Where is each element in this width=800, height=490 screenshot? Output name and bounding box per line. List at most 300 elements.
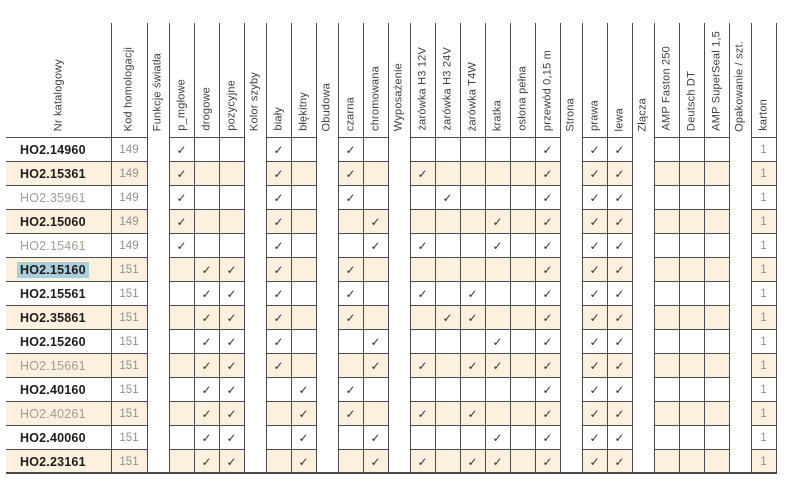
check-cell-zarowka_t4w — [460, 258, 485, 282]
checkmark-icon: ✓ — [370, 430, 381, 445]
check-cell-kratka — [485, 162, 510, 186]
check-cell-zarowka_h3_12v — [410, 210, 435, 234]
karton-qty-cell: 1 — [751, 354, 776, 378]
check-cell-chromowana — [363, 186, 388, 210]
checkmark-icon: ✓ — [273, 142, 284, 157]
group-spacer-cell — [244, 234, 266, 258]
checkmark-icon: ✓ — [226, 406, 237, 421]
checkmark-icon: ✓ — [201, 358, 212, 373]
table-row — [6, 234, 776, 258]
check-cell-deutsch_dt — [679, 426, 704, 450]
homologation-code-cell: 151 — [111, 426, 147, 450]
check-cell-drogowe — [194, 354, 219, 378]
check-cell-lewa — [607, 282, 632, 306]
table-row — [6, 210, 776, 234]
group-spacer-cell — [316, 354, 338, 378]
check-cell-kratka — [485, 426, 510, 450]
check-cell-chromowana — [363, 162, 388, 186]
checkmark-icon: ✓ — [614, 262, 625, 277]
check-cell-lewa — [607, 138, 632, 162]
checkmark-icon: ✓ — [442, 310, 453, 325]
row-label-cell — [6, 402, 111, 426]
check-cell-drogowe — [194, 186, 219, 210]
column-header-amp_superseal — [704, 4, 729, 138]
check-cell-zarowka_t4w — [460, 330, 485, 354]
group-spacer-cell — [316, 162, 338, 186]
check-cell-bialy — [266, 282, 291, 306]
check-cell-prawa — [582, 450, 607, 474]
checkmark-icon: ✓ — [298, 454, 309, 469]
group-spacer-cell — [147, 378, 169, 402]
column-header-chromowana — [363, 4, 388, 138]
check-cell-p_mglowe — [169, 378, 194, 402]
group-spacer-cell — [632, 186, 654, 210]
check-cell-przewod — [535, 378, 560, 402]
check-cell-chromowana — [363, 282, 388, 306]
checkmark-icon: ✓ — [273, 358, 284, 373]
check-cell-p_mglowe — [169, 450, 194, 474]
column-header-grp_wyposazenie — [388, 4, 410, 138]
check-cell-p_mglowe — [169, 306, 194, 330]
check-cell-zarowka_h3_24v — [435, 258, 460, 282]
homologation-code-cell: 151 — [111, 282, 147, 306]
check-cell-zarowka_h3_12v — [410, 330, 435, 354]
checkmark-icon: ✓ — [176, 214, 187, 229]
karton-qty-cell: 1 — [751, 378, 776, 402]
check-cell-drogowe — [194, 282, 219, 306]
column-header-label: Strona — [564, 97, 577, 132]
check-cell-pozycyjne — [219, 234, 244, 258]
check-cell-amp_superseal — [704, 426, 729, 450]
row-label-cell — [6, 258, 111, 282]
check-cell-zarowka_h3_12v — [410, 306, 435, 330]
group-spacer-cell — [316, 426, 338, 450]
checkmark-icon: ✓ — [345, 142, 356, 157]
table-row — [6, 306, 776, 330]
group-spacer-cell — [729, 426, 751, 450]
check-cell-zarowka_t4w — [460, 210, 485, 234]
check-cell-zarowka_h3_24v — [435, 282, 460, 306]
table-row — [6, 186, 776, 210]
check-cell-oslona_pelna — [510, 426, 535, 450]
column-header-label: Kod homologacji — [122, 46, 135, 131]
checkmark-icon: ✓ — [589, 310, 600, 325]
homologation-code-cell: 149 — [111, 210, 147, 234]
checkmark-icon: ✓ — [298, 430, 309, 445]
check-cell-amp_faston_250 — [654, 186, 679, 210]
check-cell-prawa — [582, 426, 607, 450]
checkmark-icon: ✓ — [370, 238, 381, 253]
check-cell-zarowka_h3_12v — [410, 186, 435, 210]
check-cell-lewa — [607, 210, 632, 234]
checkmark-icon: ✓ — [542, 238, 553, 253]
check-cell-zarowka_h3_24v — [435, 426, 460, 450]
checkmark-icon: ✓ — [589, 190, 600, 205]
group-spacer-cell — [316, 210, 338, 234]
table-row — [6, 402, 776, 426]
column-header-blekitny — [291, 4, 316, 138]
check-cell-zarowka_t4w — [460, 282, 485, 306]
group-spacer-cell — [560, 210, 582, 234]
check-cell-p_mglowe — [169, 162, 194, 186]
group-spacer-cell — [632, 162, 654, 186]
karton-qty-cell: 1 — [751, 330, 776, 354]
column-header-label: AMP Faston 250 — [660, 46, 672, 131]
check-cell-deutsch_dt — [679, 234, 704, 258]
column-header-label: prawa — [588, 100, 600, 131]
check-cell-lewa — [607, 186, 632, 210]
group-spacer-cell — [560, 258, 582, 282]
check-cell-p_mglowe — [169, 234, 194, 258]
group-spacer-cell — [147, 162, 169, 186]
checkmark-icon: ✓ — [614, 238, 625, 253]
checkmark-icon: ✓ — [273, 214, 284, 229]
checkmark-icon: ✓ — [542, 214, 553, 229]
check-cell-pozycyjne — [219, 402, 244, 426]
check-cell-lewa — [607, 426, 632, 450]
checkmark-icon: ✓ — [589, 142, 600, 157]
check-cell-czarna — [338, 210, 363, 234]
check-cell-przewod — [535, 282, 560, 306]
checkmark-icon: ✓ — [345, 262, 356, 277]
group-spacer-cell — [388, 450, 410, 474]
group-spacer-cell — [147, 306, 169, 330]
catalog-number: HO2.15260 — [20, 334, 86, 349]
column-header-karton — [751, 4, 776, 138]
column-header-przewod — [535, 4, 560, 138]
checkmark-icon: ✓ — [467, 286, 478, 301]
group-spacer-cell — [147, 186, 169, 210]
check-cell-blekitny — [291, 402, 316, 426]
homologation-code-cell: 149 — [111, 234, 147, 258]
check-cell-kratka — [485, 234, 510, 258]
group-spacer-cell — [388, 426, 410, 450]
group-spacer-cell — [147, 258, 169, 282]
check-cell-prawa — [582, 282, 607, 306]
group-spacer-cell — [147, 450, 169, 474]
column-header-label: żarówka H3 12V — [416, 47, 428, 131]
check-cell-pozycyjne — [219, 162, 244, 186]
check-cell-amp_faston_250 — [654, 210, 679, 234]
check-cell-deutsch_dt — [679, 450, 704, 474]
checkmark-icon: ✓ — [589, 406, 600, 421]
group-spacer-cell — [632, 210, 654, 234]
checkmark-icon: ✓ — [614, 286, 625, 301]
check-cell-drogowe — [194, 402, 219, 426]
group-spacer-cell — [729, 450, 751, 474]
catalog-number: HO2.15661 — [20, 358, 86, 373]
group-spacer-cell — [729, 354, 751, 378]
checkmark-icon: ✓ — [345, 406, 356, 421]
checkmark-icon: ✓ — [589, 454, 600, 469]
checkmark-icon: ✓ — [542, 406, 553, 421]
check-cell-czarna — [338, 402, 363, 426]
checkmark-icon: ✓ — [467, 310, 478, 325]
check-cell-bialy — [266, 258, 291, 282]
check-cell-amp_faston_250 — [654, 282, 679, 306]
checkmark-icon: ✓ — [492, 430, 503, 445]
check-cell-p_mglowe — [169, 354, 194, 378]
check-cell-czarna — [338, 426, 363, 450]
homologation-code-cell: 149 — [111, 162, 147, 186]
check-cell-zarowka_t4w — [460, 138, 485, 162]
check-cell-lewa — [607, 330, 632, 354]
check-cell-prawa — [582, 234, 607, 258]
group-spacer-cell — [244, 378, 266, 402]
catalog-number: HO2.35961 — [20, 190, 86, 205]
column-header-label: żarówka H3 24V — [441, 47, 453, 131]
check-cell-amp_superseal — [704, 186, 729, 210]
check-cell-p_mglowe — [169, 330, 194, 354]
checkmark-icon: ✓ — [589, 238, 600, 253]
check-cell-amp_superseal — [704, 306, 729, 330]
checkmark-icon: ✓ — [614, 166, 625, 181]
checkmark-icon: ✓ — [417, 406, 428, 421]
checkmark-icon: ✓ — [273, 262, 284, 277]
group-spacer-cell — [632, 378, 654, 402]
group-spacer-cell — [388, 234, 410, 258]
homologation-code-cell: 149 — [111, 186, 147, 210]
column-header-label: Wyposażenie — [392, 63, 405, 132]
check-cell-amp_faston_250 — [654, 354, 679, 378]
catalog-number: HO2.15461 — [20, 238, 86, 253]
column-header-label: osłona pełna — [516, 66, 528, 131]
check-cell-pozycyjne — [219, 354, 244, 378]
group-spacer-cell — [560, 138, 582, 162]
check-cell-zarowka_t4w — [460, 426, 485, 450]
group-spacer-cell — [388, 186, 410, 210]
check-cell-zarowka_h3_12v — [410, 354, 435, 378]
check-cell-kratka — [485, 378, 510, 402]
checkmark-icon: ✓ — [542, 286, 553, 301]
checkmark-icon: ✓ — [417, 286, 428, 301]
group-spacer-cell — [729, 330, 751, 354]
check-cell-kratka — [485, 306, 510, 330]
group-spacer-cell — [147, 402, 169, 426]
check-cell-chromowana — [363, 402, 388, 426]
check-cell-blekitny — [291, 306, 316, 330]
check-cell-kratka — [485, 138, 510, 162]
checkmark-icon: ✓ — [370, 454, 381, 469]
catalog-number: HO2.23161 — [20, 454, 86, 469]
check-cell-oslona_pelna — [510, 378, 535, 402]
column-header-grp_obudowa — [316, 4, 338, 138]
catalog-number: HO2.40160 — [20, 382, 86, 397]
check-cell-oslona_pelna — [510, 210, 535, 234]
check-cell-drogowe — [194, 306, 219, 330]
check-cell-zarowka_h3_24v — [435, 378, 460, 402]
catalog-number: HO2.40060 — [20, 430, 86, 445]
check-cell-drogowe — [194, 234, 219, 258]
column-header-bialy — [266, 4, 291, 138]
checkmark-icon: ✓ — [201, 382, 212, 397]
row-label-cell — [6, 354, 111, 378]
column-header-amp_faston_250 — [654, 4, 679, 138]
homologation-code-cell: 151 — [111, 258, 147, 282]
check-cell-bialy — [266, 234, 291, 258]
check-cell-blekitny — [291, 186, 316, 210]
check-cell-pozycyjne — [219, 378, 244, 402]
check-cell-lewa — [607, 162, 632, 186]
check-cell-kratka — [485, 330, 510, 354]
check-cell-zarowka_h3_24v — [435, 138, 460, 162]
check-cell-zarowka_t4w — [460, 354, 485, 378]
check-cell-pozycyjne — [219, 426, 244, 450]
group-spacer-cell — [316, 258, 338, 282]
group-spacer-cell — [244, 162, 266, 186]
checkmark-icon: ✓ — [345, 166, 356, 181]
check-cell-przewod — [535, 450, 560, 474]
table-row — [6, 258, 776, 282]
table-row — [6, 354, 776, 378]
column-header-label — [6, 4, 111, 138]
checkmark-icon: ✓ — [589, 382, 600, 397]
checkmark-icon: ✓ — [467, 358, 478, 373]
check-cell-p_mglowe — [169, 138, 194, 162]
karton-qty-cell: 1 — [751, 234, 776, 258]
check-cell-kratka — [485, 354, 510, 378]
column-header-oslona_pelna — [510, 4, 535, 138]
check-cell-chromowana — [363, 210, 388, 234]
check-cell-drogowe — [194, 450, 219, 474]
check-cell-oslona_pelna — [510, 306, 535, 330]
table-row — [6, 426, 776, 450]
check-cell-p_mglowe — [169, 210, 194, 234]
group-spacer-cell — [316, 186, 338, 210]
karton-qty-cell: 1 — [751, 450, 776, 474]
check-cell-prawa — [582, 210, 607, 234]
karton-qty-cell: 1 — [751, 138, 776, 162]
group-spacer-cell — [632, 282, 654, 306]
group-spacer-cell — [316, 234, 338, 258]
check-cell-zarowka_t4w — [460, 306, 485, 330]
checkmark-icon: ✓ — [345, 382, 356, 397]
check-cell-amp_superseal — [704, 330, 729, 354]
check-cell-kratka — [485, 282, 510, 306]
check-cell-p_mglowe — [169, 402, 194, 426]
check-cell-amp_superseal — [704, 450, 729, 474]
column-header-deutsch_dt — [679, 4, 704, 138]
check-cell-amp_faston_250 — [654, 234, 679, 258]
group-spacer-cell — [632, 138, 654, 162]
check-cell-blekitny — [291, 210, 316, 234]
homologation-code-cell: 151 — [111, 378, 147, 402]
check-cell-czarna — [338, 306, 363, 330]
check-cell-amp_faston_250 — [654, 402, 679, 426]
group-spacer-cell — [729, 378, 751, 402]
check-cell-amp_superseal — [704, 354, 729, 378]
homologation-code-cell: 151 — [111, 354, 147, 378]
group-spacer-cell — [729, 282, 751, 306]
checkmark-icon: ✓ — [614, 358, 625, 373]
homologation-code-cell: 151 — [111, 450, 147, 474]
check-cell-drogowe — [194, 378, 219, 402]
check-cell-oslona_pelna — [510, 450, 535, 474]
group-spacer-cell — [729, 186, 751, 210]
check-cell-zarowka_h3_12v — [410, 282, 435, 306]
column-header-label: biały — [272, 107, 284, 131]
check-cell-drogowe — [194, 426, 219, 450]
check-cell-prawa — [582, 162, 607, 186]
check-cell-blekitny — [291, 234, 316, 258]
check-cell-kratka — [485, 186, 510, 210]
check-cell-oslona_pelna — [510, 162, 535, 186]
group-spacer-cell — [147, 210, 169, 234]
checkmark-icon: ✓ — [589, 286, 600, 301]
checkmark-icon: ✓ — [298, 406, 309, 421]
check-cell-kratka — [485, 258, 510, 282]
checkmark-icon: ✓ — [614, 454, 625, 469]
check-cell-lewa — [607, 378, 632, 402]
column-header-grp_opakowanie — [729, 4, 751, 138]
column-header-kod — [111, 4, 147, 138]
check-cell-zarowka_h3_12v — [410, 258, 435, 282]
check-cell-amp_faston_250 — [654, 378, 679, 402]
karton-qty-cell: 1 — [751, 426, 776, 450]
column-header-czarna — [338, 4, 363, 138]
header-row — [6, 4, 776, 138]
check-cell-chromowana — [363, 450, 388, 474]
check-cell-czarna — [338, 330, 363, 354]
column-header-label: lewa — [613, 107, 625, 131]
column-header-lewa — [607, 4, 632, 138]
table-row — [6, 162, 776, 186]
row-label-cell — [6, 210, 111, 234]
check-cell-amp_superseal — [704, 282, 729, 306]
check-cell-przewod — [535, 258, 560, 282]
check-cell-czarna — [338, 354, 363, 378]
checkmark-icon: ✓ — [201, 430, 212, 445]
catalog-number: HO2.15561 — [20, 286, 86, 301]
karton-qty-cell: 1 — [751, 162, 776, 186]
group-spacer-cell — [632, 402, 654, 426]
checkmark-icon: ✓ — [298, 382, 309, 397]
homologation-code-cell: 149 — [111, 138, 147, 162]
check-cell-zarowka_h3_24v — [435, 354, 460, 378]
checkmark-icon: ✓ — [614, 214, 625, 229]
column-header-kratka — [485, 4, 510, 138]
check-cell-p_mglowe — [169, 258, 194, 282]
row-label-cell — [6, 186, 111, 210]
column-header-grp_kolor — [244, 4, 266, 138]
check-cell-prawa — [582, 402, 607, 426]
checkmark-icon: ✓ — [345, 286, 356, 301]
group-spacer-cell — [147, 354, 169, 378]
check-cell-zarowka_h3_12v — [410, 402, 435, 426]
karton-qty-cell: 1 — [751, 186, 776, 210]
table-row — [6, 450, 776, 474]
group-spacer-cell — [632, 234, 654, 258]
check-cell-zarowka_t4w — [460, 378, 485, 402]
checkmark-icon: ✓ — [589, 334, 600, 349]
checkmark-icon: ✓ — [492, 454, 503, 469]
check-cell-bialy — [266, 210, 291, 234]
check-cell-amp_superseal — [704, 378, 729, 402]
check-cell-pozycyjne — [219, 138, 244, 162]
check-cell-bialy — [266, 378, 291, 402]
column-header-label: pozycyjne — [225, 80, 237, 131]
check-cell-deutsch_dt — [679, 354, 704, 378]
checkmark-icon: ✓ — [417, 238, 428, 253]
check-cell-drogowe — [194, 138, 219, 162]
checkmark-icon: ✓ — [226, 310, 237, 325]
check-cell-prawa — [582, 138, 607, 162]
check-cell-zarowka_h3_12v — [410, 378, 435, 402]
check-cell-zarowka_h3_24v — [435, 450, 460, 474]
group-spacer-cell — [244, 258, 266, 282]
catalog-table — [6, 4, 777, 474]
checkmark-icon: ✓ — [370, 358, 381, 373]
